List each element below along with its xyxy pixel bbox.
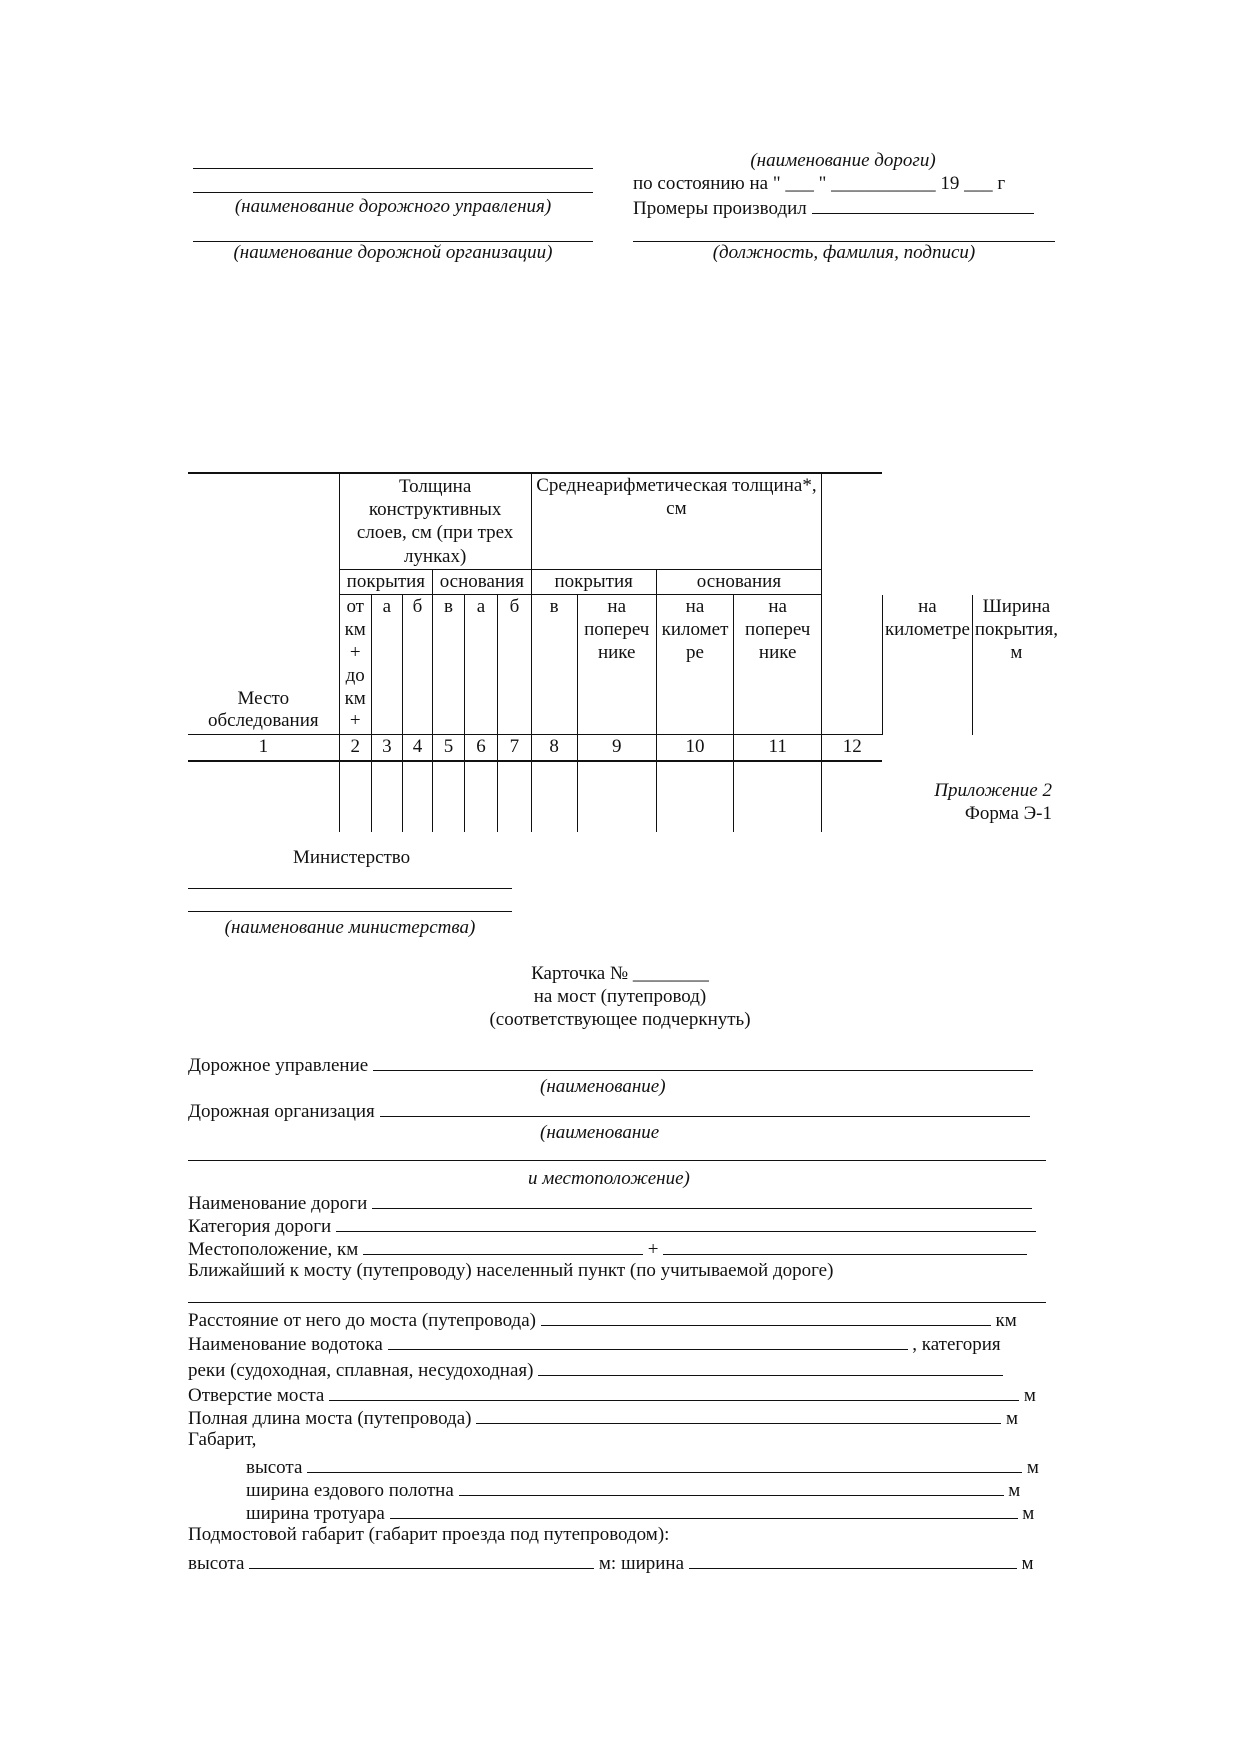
col-number: 1 [188,735,339,761]
table-cell[interactable] [498,761,531,832]
full-length-unit: м [1005,1408,1019,1429]
road-admin-line-1[interactable] [193,150,593,169]
roadway-width-input[interactable] [459,1478,1004,1496]
full-length-label: Полная длина моста (путепровода) [188,1408,472,1429]
location-m-input[interactable] [663,1237,1027,1255]
river-type-input[interactable] [538,1358,1003,1376]
field-full-length [188,1406,1054,1429]
sub-letter: а [464,595,497,735]
ministry-line-1[interactable] [188,870,512,889]
avg-cover-km: на километ ре [656,595,734,735]
col-number: 4 [402,735,432,761]
width-label: Ширина покрытия, м [972,595,1060,735]
ub-width-unit: м [1021,1553,1034,1574]
opening-label: Отверстие моста [188,1385,325,1406]
col-width-header [822,473,883,735]
measurement-table [188,472,1060,832]
roadway-width-label: ширина ездового полотна [246,1480,454,1501]
height-input[interactable] [307,1455,1022,1473]
road-name-input[interactable] [372,1191,1032,1209]
table-cell[interactable] [371,761,402,832]
sidewalk-width-label: ширина тротуара [246,1503,385,1524]
ministry-caption: (наименование министерства) [224,917,476,938]
col-number: 8 [531,735,577,761]
avg-cover-header: покрытия [531,569,656,595]
field-road-org [188,1099,1054,1122]
road-admin-input[interactable] [373,1053,1033,1071]
measured-by-label: Промеры производил [633,198,807,219]
place-from: от км + [344,596,366,664]
road-org-field-caption-1: (наименование [540,1122,660,1143]
thickness-cover-header: покрытия [339,569,432,595]
col-place-header [188,473,339,735]
opening-unit: м [1023,1385,1036,1406]
ub-height-label: высота [188,1553,245,1574]
ub-width-label: м: ширина [598,1553,685,1574]
settlement-label: Ближайший к мосту (путепроводу) населенный пункт (по учитываемой дороге) [188,1260,834,1281]
road-org-label: Дорожная организация [188,1101,375,1122]
ministry-label: Министерство [293,847,411,868]
avg-cover-cross: на попереч нике [577,595,656,735]
road-name-caption: (наименование дороги) [750,150,936,171]
road-org-field-caption-2: и местоположение) [528,1168,690,1189]
opening-input[interactable] [329,1383,1019,1401]
height-unit: м [1026,1457,1039,1478]
field-watercourse [188,1332,1054,1355]
place-to: до км + [344,664,366,732]
watercourse-input[interactable] [388,1332,908,1350]
avg-base-header: основания [656,569,821,595]
table-cell[interactable] [531,761,577,832]
field-settlement [188,1260,1054,1283]
field-roadway-width [246,1478,1054,1501]
as-of-date[interactable]: по состоянию на " ___ " ___________ 19 ___ г [633,173,1006,194]
full-length-input[interactable] [476,1406,1001,1424]
location-km-input[interactable] [363,1237,643,1255]
table-cell[interactable] [433,761,465,832]
col-number: 9 [577,735,656,761]
road-category-input[interactable] [336,1214,1036,1232]
road-admin-line-2[interactable] [193,174,593,193]
watercourse-label: Наименование водотока [188,1334,383,1355]
height-label: высота [246,1457,303,1478]
road-org-caption: (наименование дорожной организации) [233,242,553,263]
road-admin-label: Дорожное управление [188,1055,369,1076]
sidewalk-width-unit: м [1022,1503,1035,1524]
road-admin-caption: (наименование дорожного управления) [234,196,552,217]
field-sidewalk-width [246,1501,1054,1524]
col-number: 2 [339,735,371,761]
category-suffix: , категория [912,1334,1001,1355]
underbridge-label: Подмостовой габарит (габарит проезда под путепроводом): [188,1524,670,1545]
table-cell[interactable] [577,761,656,832]
col-number: 12 [822,735,883,761]
col-number: 7 [498,735,531,761]
road-admin-field-caption: (наименование) [540,1076,666,1097]
table-cell[interactable] [464,761,497,832]
position-line[interactable] [633,223,1055,242]
card-note: (соответствующее подчеркнуть) [489,1009,751,1030]
ministry-line-2[interactable] [188,893,512,912]
field-underbridge-dims [188,1551,1054,1574]
settlement-input[interactable] [188,1284,1046,1303]
sub-letter: б [498,595,531,735]
form-label: Форма Э-1 [964,803,1052,824]
road-org-input[interactable] [380,1099,1030,1117]
distance-label: Расстояние от него до моста (путепровода) [188,1310,536,1331]
field-distance [188,1308,1054,1331]
col-number: 3 [371,735,402,761]
card-subtitle: на мост (путепровод) [533,986,707,1007]
sidewalk-width-input[interactable] [390,1501,1018,1519]
measured-by-row [633,196,1034,221]
table-cell[interactable] [402,761,432,832]
field-opening [188,1383,1054,1406]
distance-unit: км [995,1310,1017,1331]
field-road-name [188,1191,1054,1214]
col-avg-header: Среднеарифметическая толщина*, см [531,473,822,569]
roadway-width-unit: м [1008,1480,1021,1501]
card-title: Карточка № ________ [531,963,709,984]
table-cell[interactable] [188,761,339,832]
distance-input[interactable] [541,1308,991,1326]
place-label: Место обследования [207,687,319,732]
col-number: 6 [464,735,497,761]
field-underbridge [188,1524,1054,1547]
col-number: 10 [656,735,734,761]
sub-letter: б [402,595,432,735]
avg-base-cross: на попереч нике [734,595,822,735]
road-org-line[interactable] [193,223,593,242]
location-label: Местоположение, км [188,1239,359,1260]
measured-by-field[interactable] [812,196,1034,214]
field-road-admin [188,1053,1054,1076]
field-gabarit [188,1429,1054,1452]
sub-letter: в [531,595,577,735]
ub-width-input[interactable] [689,1551,1017,1569]
sub-letter: в [433,595,465,735]
field-road-category [188,1214,1054,1237]
field-height [246,1455,1054,1478]
place-range [339,595,371,735]
location-plus: + [647,1239,659,1260]
col-thickness-header: Толщина конструктивных слоев, см (при трех лунках) [339,473,531,569]
road-org-input-2[interactable] [188,1142,1046,1161]
river-type-label: реки (судоходная, сплавная, несудоходная) [188,1360,534,1381]
field-location [188,1237,1054,1260]
table-cell[interactable] [656,761,734,832]
col-number: 11 [734,735,822,761]
appendix-label: Приложение 2 [934,780,1052,801]
road-category-label: Категория дороги [188,1216,332,1237]
thickness-base-header: основания [433,569,532,595]
position-caption: (должность, фамилия, подписи) [712,242,976,263]
table-cell[interactable] [339,761,371,832]
avg-base-km: на километре [882,595,972,735]
sub-letter: а [371,595,402,735]
road-name-label: Наименование дороги [188,1193,368,1214]
gabarit-label: Габарит, [188,1429,257,1450]
ub-height-input[interactable] [249,1551,594,1569]
col-number: 5 [433,735,465,761]
field-river-type [188,1358,1054,1381]
